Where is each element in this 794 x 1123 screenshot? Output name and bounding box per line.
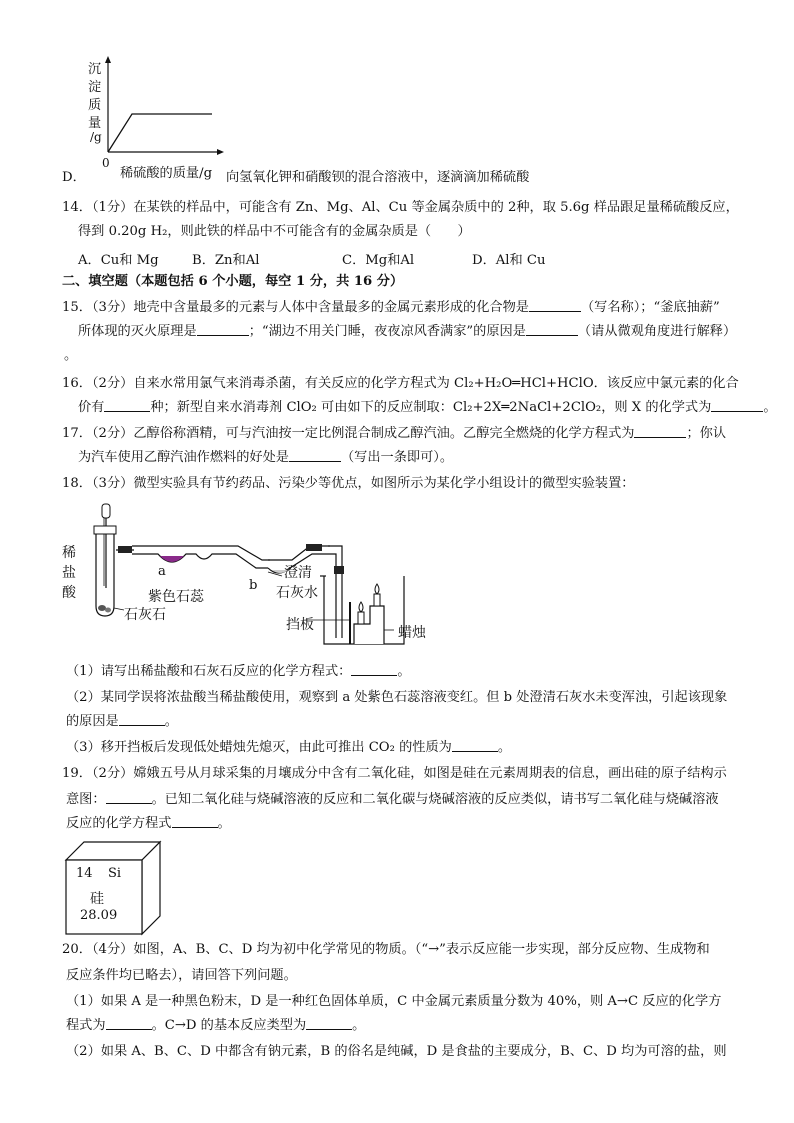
- q14-option-c: C．Mg和Al: [342, 253, 415, 268]
- answer-blank[interactable]: [104, 398, 150, 412]
- q20-sub-1: （1）如果 A 是一种黑色粉末，D 是一种红色固体单质，C 中金属元素质量分数为 40%，则 A→C 反应的化学方: [66, 994, 722, 1009]
- q18-s3-end: 。: [497, 740, 512, 755]
- q17-text-a: 17．（2分）乙醇俗称酒精，可与汽油按一定比例混合制成乙醇汽油。乙醇完全燃烧的化学方程式为: [62, 426, 635, 441]
- q17-line-2: [78, 448, 453, 468]
- label-limewater-1: 澄清: [284, 565, 312, 581]
- option-d-caption: 向氢氧化钾和硝酸钡的混合溶液中，逐滴滴加稀硫酸: [226, 170, 530, 185]
- q16-line-1: 16．（2分）自来水常用氯气来消毒杀菌，有关反应的化学方程式为 Cl₂+H₂O═HCl+HClO．该反应中氯元素的化合: [62, 376, 739, 391]
- q20-s1-end: 。: [352, 1018, 366, 1033]
- q16-line-2: [78, 398, 777, 418]
- q20-line-1: 20．（4分）如图，A、B、C、D 均为初中化学常见的物质。（“→”表示反应能一步实现，部分反应物、生成物和: [62, 942, 710, 957]
- option-d-graph: [82, 52, 232, 172]
- label-baffle: 挡板: [286, 617, 314, 633]
- answer-blank[interactable]: [119, 712, 165, 726]
- answer-blank[interactable]: [529, 298, 581, 312]
- q18-sub-2b: [66, 712, 178, 732]
- answer-blank[interactable]: [711, 398, 763, 412]
- q15-text-e: （请从微观角度进行解释）: [577, 324, 737, 339]
- q18-s1-end: 。: [397, 664, 411, 679]
- answer-blank[interactable]: [526, 322, 578, 336]
- element-symbol: Si: [108, 866, 122, 881]
- q18-s2-text: 的原因是: [66, 714, 119, 729]
- answer-blank[interactable]: [306, 1016, 352, 1030]
- label-b: b: [249, 578, 258, 593]
- answer-blank[interactable]: [289, 448, 341, 462]
- y-axis-unit: /g: [90, 130, 102, 144]
- q18-s3-text: （3）移开挡板后发现低处蜡烛先熄灭，由此可推出 CO₂ 的性质为: [66, 740, 452, 755]
- q14-line-2: 得到 0.20g H₂，则此铁的样品中不可能含有的金属杂质是（ ）: [78, 224, 471, 239]
- q16-text-c: 种；新型自来水消毒剂 ClO₂ 可由如下的反应制取：Cl₂+2X═2NaCl+2ClO₂，则 X 的化学式为: [150, 400, 712, 415]
- q14-option-d: D．Al和 Cu: [472, 253, 546, 268]
- q19-text-b: 意图：: [66, 792, 106, 807]
- q19-line-2: [66, 790, 719, 810]
- q19-text-d: 反应的化学方程式: [66, 816, 172, 831]
- q18-s1-text: （1）请写出稀盐酸和石灰石反应的化学方程式：: [66, 664, 352, 679]
- q15-line-3: 。: [64, 348, 78, 363]
- q18-sub-1: [66, 662, 411, 682]
- q18-sub-3: [66, 738, 511, 758]
- q15-text-c: 所体现的灭火原理是: [78, 324, 197, 339]
- graph-line: [108, 114, 212, 152]
- q20-s1-text: 程式为: [66, 1018, 106, 1033]
- q15-line-2: [78, 322, 736, 342]
- q17-line-1: [62, 424, 726, 444]
- y-axis-char-3: 质: [88, 98, 102, 113]
- q18-intro: 18．（3分）微型实验具有节约药品、污染少等优点，如图所示为某化学小组设计的微型实验装置：: [62, 476, 635, 491]
- q18-sub-2: （2）某同学误将浓盐酸当稀盐酸使用，观察到 a 处紫色石蕊溶液变红。但 b 处澄清石灰水未变浑浊，引起该现象: [66, 690, 728, 705]
- micro-experiment-apparatus: [92, 498, 432, 648]
- answer-blank[interactable]: [452, 738, 498, 752]
- label-acid-2: 盐: [62, 565, 76, 581]
- q19-line-1: 19．（2分）嫦娥五号从月球采集的月壤成分中含有二氧化硅，如图是硅在元素周期表的信息，画出硅的原子结构示: [62, 766, 727, 781]
- q17-text-c: 为汽车使用乙醇汽油作燃料的好处是: [78, 450, 289, 465]
- q14-line-1: 14．（1分）在某铁的样品中，可能含有 Zn、Mg、Al、Cu 等金属杂质中的 2种，取 5.6g 样品跟足量稀硫酸反应，: [62, 200, 739, 215]
- q20-line-2: 反应条件均已略去），请回答下列问题。: [66, 968, 297, 983]
- answer-blank[interactable]: [634, 424, 686, 438]
- answer-blank[interactable]: [106, 1016, 152, 1030]
- x-axis-label: 稀硫酸的质量/g: [120, 166, 213, 181]
- element-name: 硅: [90, 891, 104, 907]
- q14-option-a: A．Cu和 Mg: [78, 253, 159, 268]
- y-axis-char-4: 量: [88, 116, 102, 131]
- q19-line-3: [66, 814, 231, 834]
- section-2-heading: 二、填空题（本题包括 6 个小题，每空 1 分，共 16 分）: [62, 274, 404, 289]
- q16-text-b: 价有: [78, 400, 105, 415]
- q18-s2-end: 。: [164, 714, 178, 729]
- answer-blank[interactable]: [172, 814, 218, 828]
- q19-text-e: 。: [217, 816, 231, 831]
- answer-blank[interactable]: [106, 790, 152, 804]
- q14-option-b: B．Zn和Al: [192, 253, 260, 268]
- q15-text-b: （写名称）；“釜底抽薪”: [580, 300, 720, 315]
- q16-text-d: 。: [763, 400, 777, 415]
- label-candle: 蜡烛: [398, 625, 426, 641]
- q17-text-d: （写出一条即可）。: [341, 450, 454, 465]
- q15-text-a: 15．（3分）地壳中含量最多的元素与人体中含量最多的金属元素形成的化合物是: [62, 300, 529, 315]
- label-acid-1: 稀: [62, 545, 76, 561]
- label-acid-3: 酸: [62, 585, 76, 601]
- label-limewater-2: 石灰水: [276, 585, 318, 601]
- q20-sub-2: （2）如果 A、B、C、D 中都含有钠元素，B 的俗名是纯碱，D 是食盐的主要成分，B、C、D 均为可溶的盐，则: [66, 1044, 727, 1059]
- origin-label: 0: [102, 156, 110, 170]
- q15-text-d: ；“湖边不用关门睡，夜夜凉风香满家”的原因是: [248, 324, 526, 339]
- answer-blank[interactable]: [351, 662, 397, 676]
- element-number: 14: [76, 866, 93, 881]
- y-axis-char-1: 沉: [88, 62, 102, 77]
- y-axis-char-2: 淀: [88, 80, 102, 95]
- q20-sub-1b: [66, 1016, 365, 1036]
- q19-text-c: 。已知二氧化硅与烧碱溶液的反应和二氧化碳与烧碱溶液的反应类似，请书写二氧化硅与烧碱溶液: [151, 792, 719, 807]
- element-mass: 28.09: [80, 908, 118, 923]
- label-litmus: 紫色石蕊: [148, 589, 204, 605]
- q17-text-b: ；你认: [686, 426, 727, 441]
- q20-s1-mid: 。C→D 的基本反应类型为: [151, 1018, 307, 1033]
- answer-blank[interactable]: [197, 322, 249, 336]
- label-a: a: [158, 564, 166, 579]
- option-d-label: D．: [62, 170, 86, 185]
- label-limestone: 石灰石: [124, 607, 166, 623]
- q15-line-1: [62, 298, 720, 318]
